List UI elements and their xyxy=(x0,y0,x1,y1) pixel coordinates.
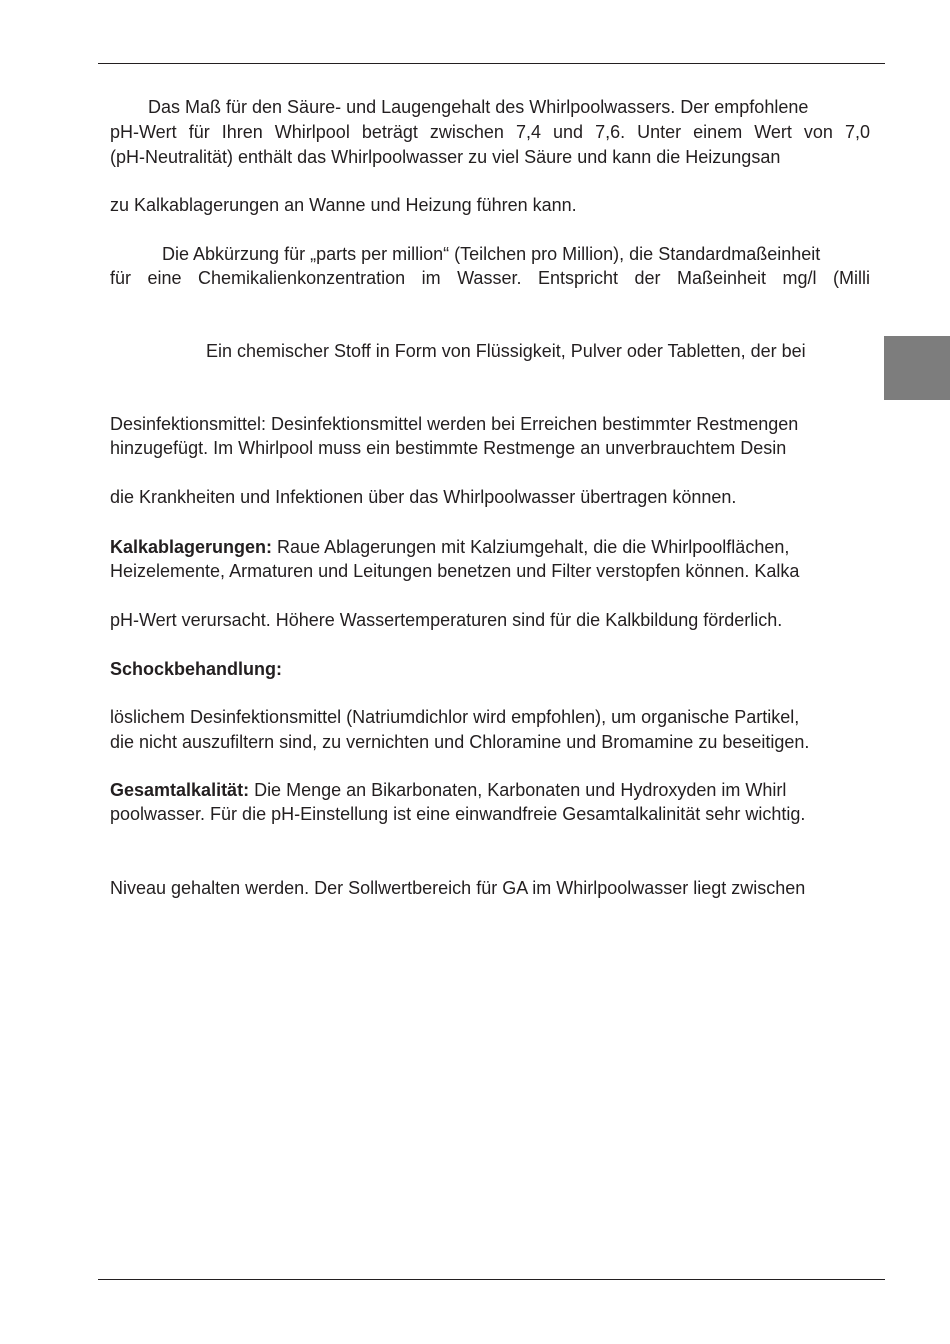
glossary-entry-kalkablagerungen xyxy=(110,536,870,558)
text-line: hinzugefügt. Im Whirlpool muss ein bestimmte Restmenge an unverbrauchtem Desin xyxy=(110,438,787,458)
text-line: Ein chemischer Stoff in Form von Flüssigkeit, Pulver oder Tabletten, der bei xyxy=(206,341,806,361)
glossary-term: Gesamtalkalität: xyxy=(110,780,250,800)
section-tab-marker xyxy=(884,336,950,400)
glossary-definition: Raue Ablagerungen mit Kalziumgehalt, die die Whirlpoolflächen, xyxy=(272,537,790,557)
text-line: (pH-Neutralität) enthält das Whirlpoolwasser zu viel Säure und kann die Heizungsan xyxy=(110,147,781,167)
glossary-definition: Die Menge an Bikarbonaten, Karbonaten und Hydroxyden im Whirl xyxy=(249,780,787,800)
text-line: für eine Chemikalienkonzentration im Wasser. Entspricht der Maßeinheit mg/l (Milli xyxy=(110,268,870,288)
glossary-term: Schockbehandlung: xyxy=(110,659,283,679)
text-line: Das Maß für den Säure- und Laugengehalt des Whirlpoolwassers. Der empfohlene xyxy=(148,97,809,117)
text-line: pH-Wert für Ihren Whirlpool beträgt zwischen 7,4 und 7,6. Unter einem Wert von 7,0 xyxy=(110,122,870,142)
glossary-entry-gesamtalkalitaet xyxy=(110,779,870,801)
text-line: löslichem Desinfektionsmittel (Natriumdichlor wird empfohlen), um organische Partikel, xyxy=(110,707,800,727)
text-line: poolwasser. Für die pH-Einstellung ist eine einwandfreie Gesamtalkalinität sehr wichtig. xyxy=(110,804,806,824)
text-line: pH-Wert verursacht. Höhere Wassertemperaturen sind für die Kalkbildung förderlich. xyxy=(110,610,783,630)
footer-rule xyxy=(98,1279,885,1280)
text-line: die nicht auszufiltern sind, zu vernichten und Chloramine und Bromamine zu beseitigen. xyxy=(110,732,810,752)
glossary-term: Kalkablagerungen: xyxy=(110,537,273,557)
text-line: die Krankheiten und Infektionen über das Whirlpoolwasser übertragen können. xyxy=(110,487,737,507)
header-rule xyxy=(98,63,885,64)
text-line: zu Kalkablagerungen an Wanne und Heizung führen kann. xyxy=(110,195,577,215)
text-line: Die Abkürzung für „parts per million“ (Teilchen pro Million), die Standardmaßeinheit xyxy=(162,244,821,264)
text-line: Desinfektionsmittel: Desinfektionsmittel werden bei Erreichen bestimmter Restmengen xyxy=(110,414,799,434)
text-line: Niveau gehalten werden. Der Sollwertbereich für GA im Whirlpoolwasser liegt zwischen xyxy=(110,878,806,898)
text-line: Heizelemente, Armaturen und Leitungen benetzen und Filter verstopfen können. Kalka xyxy=(110,561,800,581)
